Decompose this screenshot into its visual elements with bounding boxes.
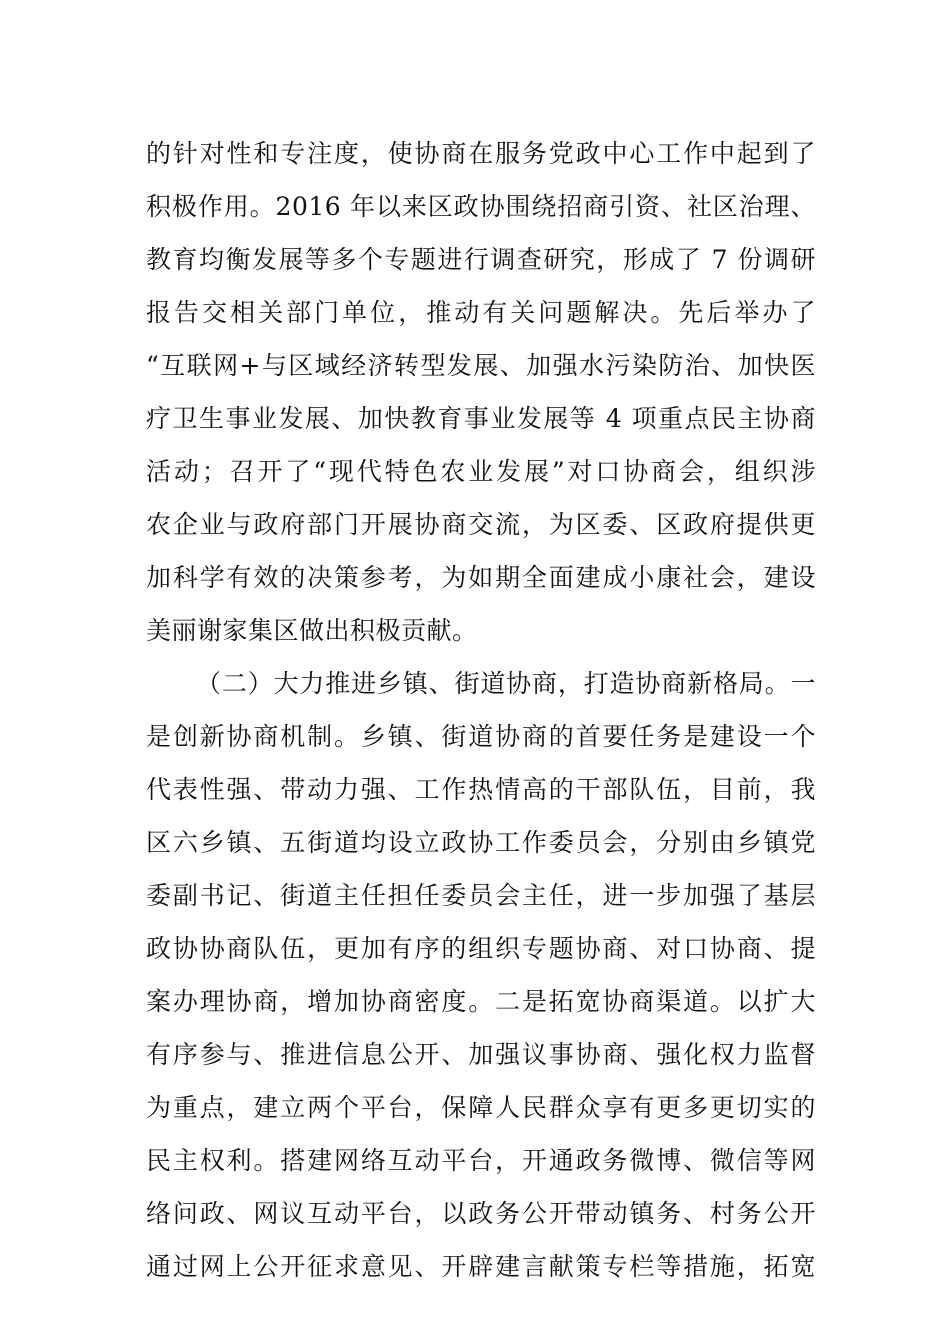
- text-line: 农企业与政府部门开展协商交流，为区委、区政府提供更: [146, 510, 816, 539]
- text-line: 教育均衡发展等多个专题进行调查研究，形成了 7 份调研: [146, 245, 816, 274]
- paragraph-1: [146, 127, 816, 657]
- text-line: 代表性强、带动力强、工作热情高的干部队伍，目前，我: [146, 775, 816, 804]
- text-line: （二）大力推进乡镇、街道协商，打造协商新格局。一: [196, 669, 816, 698]
- text-line: 加科学有效的决策参考，为如期全面建成小康社会，建设: [146, 563, 816, 592]
- text-line: 委副书记、街道主任担任委员会主任，进一步加强了基层: [146, 881, 816, 910]
- text-line: 区六乡镇、五街道均设立政协工作委员会，分别由乡镇党: [146, 828, 816, 857]
- text-line: 络问政、网议互动平台，以政务公开带动镇务、村务公开: [146, 1199, 816, 1228]
- text-line: 积极作用。2016 年以来区政协围绕招商引资、社区治理、: [146, 192, 816, 221]
- text-line: 政协协商队伍，更加有序的组织专题协商、对口协商、提: [146, 934, 816, 963]
- text-line: 活动；召开了“现代特色农业发展”对口协商会，组织涉: [146, 457, 816, 486]
- text-line: 的针对性和专注度，使协商在服务党政中心工作中起到了: [146, 139, 816, 168]
- text-line: 报告交相关部门单位，推动有关问题解决。先后举办了: [146, 298, 816, 327]
- text-line: 有序参与、推进信息公开、加强议事协商、强化权力监督: [146, 1040, 816, 1069]
- text-line: 民主权利。搭建网络互动平台，开通政务微博、微信等网: [146, 1146, 816, 1175]
- paragraph-2: [146, 657, 816, 1293]
- text-line: 是创新协商机制。乡镇、街道协商的首要任务是建设一个: [146, 722, 816, 751]
- text-line: 美丽谢家集区做出积极贡献。: [146, 616, 478, 645]
- text-line: 为重点，建立两个平台，保障人民群众享有更多更切实的: [146, 1093, 816, 1122]
- text-line: 通过网上公开征求意见、开辟建言献策专栏等措施，拓宽: [146, 1252, 816, 1281]
- text-line: 案办理协商，增加协商密度。二是拓宽协商渠道。以扩大: [146, 987, 816, 1016]
- text-line: 疗卫生事业发展、加快教育事业发展等 4 项重点民主协商: [146, 404, 816, 433]
- text-line: “互联网+与区域经济转型发展、加强水污染防治、加快医: [146, 351, 816, 380]
- document-body: [146, 127, 816, 1293]
